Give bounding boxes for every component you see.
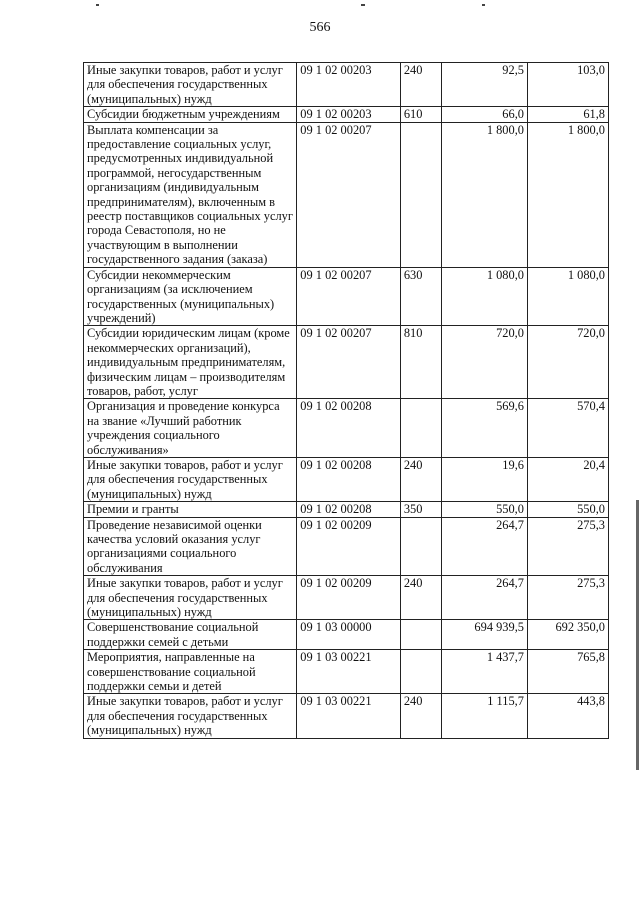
row-value-2-cell: 1 800,0 [527, 122, 608, 267]
row-value-2-cell: 692 350,0 [527, 620, 608, 650]
row-value-1-cell: 1 437,7 [441, 650, 527, 694]
row-code-cell: 09 1 02 00203 [297, 63, 401, 107]
row-value-1-cell: 550,0 [441, 502, 527, 517]
row-name-cell: Организация и проведение конкурса на звание «Лучший работник учреждения социального обслуживания» [84, 399, 297, 458]
table-row [84, 650, 609, 694]
row-value-2-cell: 275,3 [527, 576, 608, 620]
row-name-cell: Иные закупки товаров, работ и услуг для обеспечения государственных (муниципальных) нужд [84, 576, 297, 620]
table-row [84, 399, 609, 458]
table-row [84, 576, 609, 620]
row-code-cell: 09 1 02 00208 [297, 399, 401, 458]
row-value-2-cell: 275,3 [527, 517, 608, 576]
row-value-1-cell: 1 115,7 [441, 694, 527, 738]
row-code-cell: 09 1 02 00208 [297, 502, 401, 517]
row-kind-cell [400, 122, 441, 267]
budget-table [83, 62, 609, 739]
row-kind-cell: 240 [400, 576, 441, 620]
table-row [84, 63, 609, 107]
row-code-cell: 09 1 02 00207 [297, 122, 401, 267]
table-row [84, 267, 609, 326]
scan-mark [96, 4, 99, 6]
row-name-cell: Иные закупки товаров, работ и услуг для обеспечения государственных (муниципальных) нужд [84, 457, 297, 501]
table-row [84, 326, 609, 399]
scan-edge [636, 500, 639, 770]
row-value-1-cell: 92,5 [441, 63, 527, 107]
row-kind-cell: 350 [400, 502, 441, 517]
row-value-2-cell: 103,0 [527, 63, 608, 107]
table-row [84, 694, 609, 738]
page-number: 566 [309, 20, 331, 35]
row-code-cell: 09 1 02 00209 [297, 517, 401, 576]
row-kind-cell: 610 [400, 107, 441, 122]
row-value-1-cell: 1 800,0 [441, 122, 527, 267]
row-code-cell: 09 1 02 00209 [297, 576, 401, 620]
row-name-cell: Проведение независимой оценки качества условий оказания услуг организациями социального обслуживания [84, 517, 297, 576]
row-value-2-cell: 443,8 [527, 694, 608, 738]
table-row [84, 517, 609, 576]
row-name-cell: Иные закупки товаров, работ и услуг для обеспечения государственных (муниципальных) нужд [84, 694, 297, 738]
row-code-cell: 09 1 02 00207 [297, 326, 401, 399]
row-code-cell: 09 1 03 00221 [297, 650, 401, 694]
row-value-1-cell: 66,0 [441, 107, 527, 122]
row-kind-cell [400, 650, 441, 694]
row-code-cell: 09 1 02 00203 [297, 107, 401, 122]
row-value-2-cell: 20,4 [527, 457, 608, 501]
row-code-cell: 09 1 02 00208 [297, 457, 401, 501]
table-row [84, 620, 609, 650]
row-value-1-cell: 264,7 [441, 576, 527, 620]
row-value-2-cell: 61,8 [527, 107, 608, 122]
row-name-cell: Мероприятия, направленные на совершенствование социальной поддержки семьи и детей [84, 650, 297, 694]
row-value-2-cell: 570,4 [527, 399, 608, 458]
row-name-cell: Субсидии некоммерческим организациям (за исключением государственных (муниципальных) учреждений) [84, 267, 297, 326]
row-value-1-cell: 264,7 [441, 517, 527, 576]
row-kind-cell [400, 517, 441, 576]
row-name-cell: Субсидии юридическим лицам (кроме некоммерческих организаций), индивидуальным предпринимателям, физическим лицам – производителям товаров, работ, услуг [84, 326, 297, 399]
row-kind-cell: 240 [400, 694, 441, 738]
row-value-2-cell: 720,0 [527, 326, 608, 399]
row-name-cell: Совершенствование социальной поддержки семей с детьми [84, 620, 297, 650]
row-value-2-cell: 765,8 [527, 650, 608, 694]
row-value-1-cell: 720,0 [441, 326, 527, 399]
row-value-1-cell: 19,6 [441, 457, 527, 501]
row-name-cell: Премии и гранты [84, 502, 297, 517]
row-kind-cell: 240 [400, 63, 441, 107]
row-name-cell: Выплата компенсации за предоставление социальных услуг, предусмотренных индивидуальной программой, негосударственным организациям (индивидуальным предпринимателям), включенным в реестр поставщиков социальных услуг города Севастополя, но не участвующим в выполнении государственного задания (заказа) [84, 122, 297, 267]
row-code-cell: 09 1 03 00221 [297, 694, 401, 738]
row-kind-cell [400, 620, 441, 650]
row-name-cell: Иные закупки товаров, работ и услуг для обеспечения государственных (муниципальных) нужд [84, 63, 297, 107]
row-value-2-cell: 1 080,0 [527, 267, 608, 326]
row-kind-cell: 810 [400, 326, 441, 399]
row-code-cell: 09 1 03 00000 [297, 620, 401, 650]
table-row [84, 107, 609, 122]
row-kind-cell [400, 399, 441, 458]
row-value-1-cell: 569,6 [441, 399, 527, 458]
row-name-cell: Субсидии бюджетным учреждениям [84, 107, 297, 122]
row-kind-cell: 630 [400, 267, 441, 326]
table-row [84, 457, 609, 501]
row-value-1-cell: 694 939,5 [441, 620, 527, 650]
scan-mark [482, 4, 485, 6]
table-row [84, 502, 609, 517]
row-value-1-cell: 1 080,0 [441, 267, 527, 326]
row-kind-cell: 240 [400, 457, 441, 501]
row-code-cell: 09 1 02 00207 [297, 267, 401, 326]
table-row [84, 122, 609, 267]
row-value-2-cell: 550,0 [527, 502, 608, 517]
scan-mark [361, 4, 365, 6]
